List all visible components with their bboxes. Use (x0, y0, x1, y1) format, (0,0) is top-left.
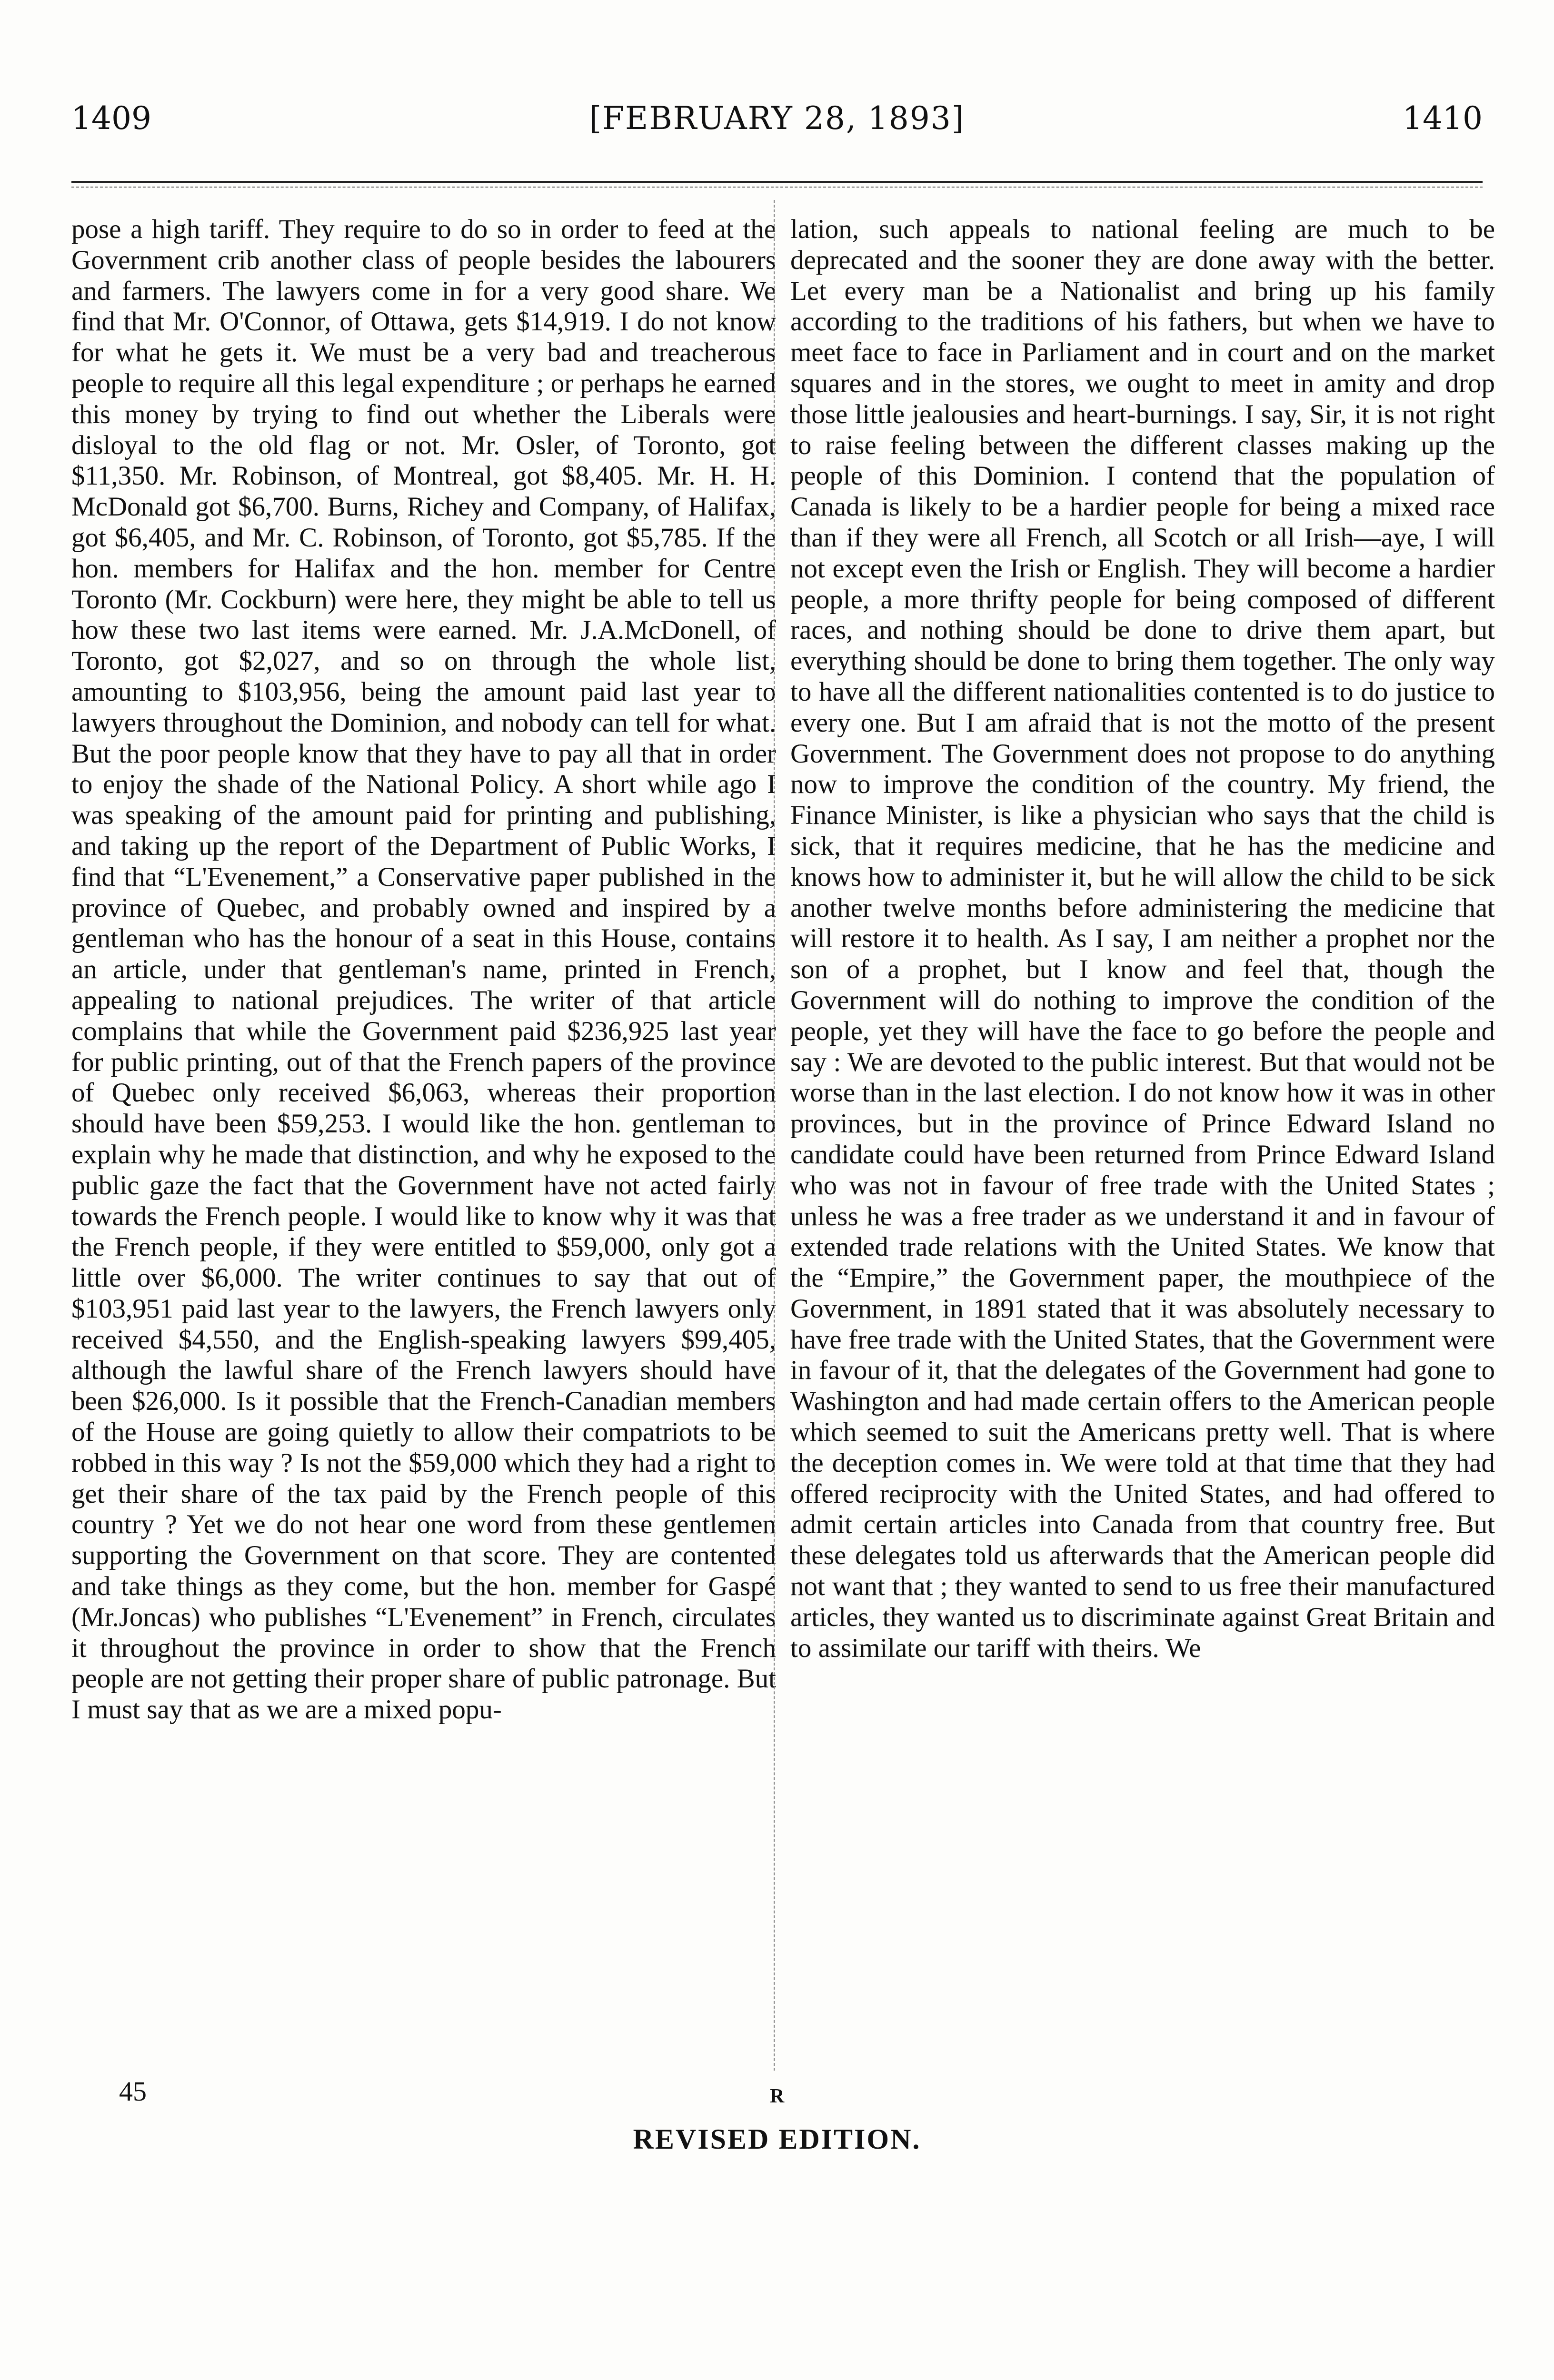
page-header (71, 100, 1483, 148)
edition-label: REVISED EDITION. (633, 2123, 921, 2155)
page-date: [FEBRUARY 28, 1893] (589, 100, 965, 137)
header-rule (71, 181, 1483, 183)
page-footer (71, 2075, 1483, 2171)
column-divider (774, 200, 775, 2071)
signature-number: 45 (119, 2076, 147, 2107)
page-number-right: 1410 (1403, 100, 1483, 137)
page-number-left: 1409 (71, 100, 151, 137)
column-right-text: lation, such appeals to national feeling are much to be deprecated and the sooner they are done away with the better. Let every man be a Nationalist and bring up his family according to the traditions of his fathers, but when we have to meet face to face in Parliament and in court and on the market squares and in the stores, we ought to meet in amity and drop those little jealousies and heart-burnings. I say, Sir, it is not right to raise feeling between the different classes making up the people of this Dominion. I contend that the population of Canada is likely to be a hardier people for being a mixed race than if they were all French, all Scotch or all Irish—aye, I will not except even the Irish or English. They will become a hardier people, a more thrifty people for being composed of different races, and nothing should be done to drive them apart, but everything should be done to bring them together. The only way to have all the different nationalities contented is to do justice to every one. But I am afraid that is not the motto of the present Government. The Government does not propose to do anything now to improve the condition of the country. My friend, the Finance Minister, is like a physician who says that the child is sick, that it requires medicine, that he has the medicine and knows how to administer it, but he will allow the child to be sick another twelve months before administering the medicine that will restore it to health. As I say, I am neither a prophet nor the son of a prophet, but I know and feel that, though the Government will do nothing to improve the condition of the people, yet they will have the face to go before the people and say : We are devoted to the public interest. But that would not be worse than in the last election. I do not know how it was in other provinces, but in the province of Prince Edward Island no candidate could have been returned from Prince Edward Island who was not in favour of free trade with the United States ; unless he was a free trader as we understand it and in favour of extended trade relations with the United States. We know that the “Empire,” the Government paper, the mouthpiece of the Government, in 1891 stated that it was absolutely necessary to have free trade with the United States, that the Government were in favour of it, that the delegates of the Government had gone to Washington and had made certain offers to the American people which seemed to suit the Americans pretty well. That is where the deception comes in. We were told at that time that they had offered reciprocity with the United States, and had offered to admit certain articles into Canada from that country free. But these delegates told us afterwards that the American people did not want that ; they wanted to send to us free their manufactured articles, they wanted us to discriminate against Great Britain and to assimilate our tariff with theirs. We (790, 214, 1495, 1663)
signature-letter: R (769, 2085, 785, 2107)
column-left-text: pose a high tariff. They require to do so in order to feed at the Government crib another class of people besides the labourers and farmers. The lawyers come in for a very good share. We find that Mr. O'Connor, of Ottawa, gets $14,919. I do not know for what he gets it. We must be a very bad and treacherous people to require all this legal expenditure ; or perhaps he earned this money by trying to find out whether the Liberals were disloyal to the old flag or not. Mr. Osler, of Toronto, got $11,350. Mr. Robinson, of Montreal, got $8,405. Mr. H. H. McDonald got $6,700. Burns, Richey and Company, of Halifax, got $6,405, and Mr. C. Robinson, of Toronto, got $5,785. If the hon. members for Halifax and the hon. member for Centre Toronto (Mr. Cockburn) were here, they might be able to tell us how these two last items were earned. Mr. J.A.McDonell, of Toronto, got $2,027, and so on through the whole list, amounting to $103,956, being the amount paid last year to lawyers throughout the Dominion, and nobody can tell for what. But the poor people know that they have to pay all that in order to enjoy the shade of the National Policy. A short while ago I was speaking of the amount paid for printing and publishing, and taking up the report of the Department of Public Works, I find that “L'Evenement,” a Conservative paper published in the province of Quebec, and probably owned and inspired by a gentleman who has the honour of a seat in this House, contains an article, under that gentleman's name, printed in French, appealing to national prejudices. The writer of that article complains that while the Government paid $236,925 last year for public printing, out of that the French papers of the province of Quebec only received $6,063, whereas their proportion should have been $59,253. I would like the hon. gentleman to explain why he made that distinction, and why he exposed to the public gaze the fact that the Government have not acted fairly towards the French people. I would like to know why it was that the French people, if they were entitled to $59,000, only got a little over $6,000. The writer continues to say that out of $103,951 paid last year to the lawyers, the French lawyers only received $4,550, and the English-speaking lawyers $99,405, although the lawful share of the French lawyers should have been $26,000. Is it possible that the French-Canadian members of the House are going quietly to allow their compatriots to be robbed in this way ? Is not the $59,000 which they had a right to get their share of the tax paid by the French people of this country ? Yet we do not hear one word from these gentlemen supporting the Government on that score. They are contented and take things as they come, but the hon. member for Gaspé (Mr.Joncas) who publishes “L'Evenement” in French, circulates it throughout the province in order to show that the French people are not getting their proper share of public patronage. But I must say that as we are a mixed popu- (71, 214, 776, 1725)
text-column-left (71, 214, 776, 2066)
header-rule-secondary (71, 187, 1483, 188)
text-column-right (790, 214, 1495, 2066)
